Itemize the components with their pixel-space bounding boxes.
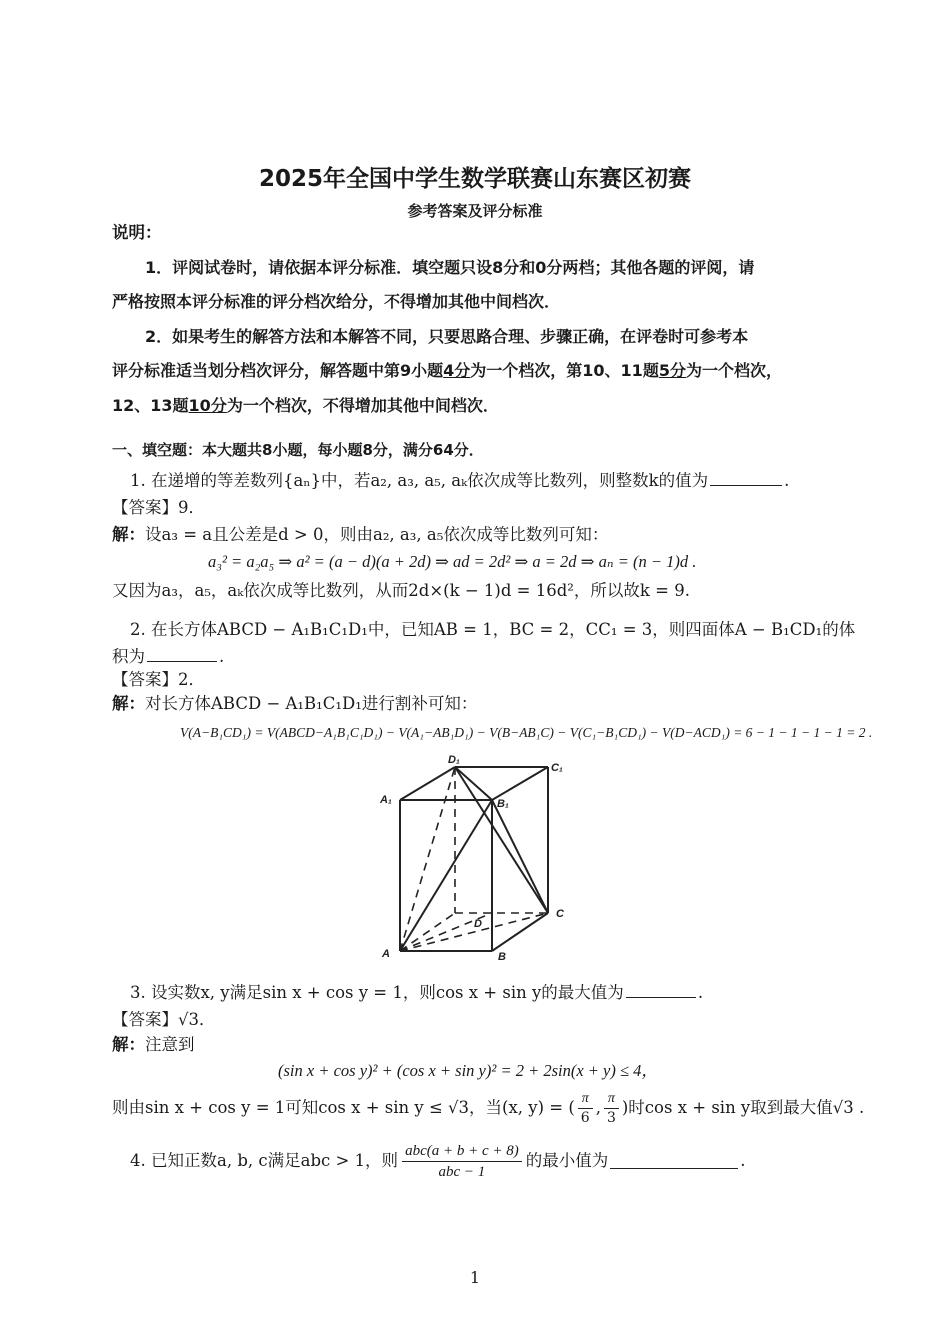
note-2-line-3 <box>112 395 499 417</box>
q3-solution-2: (sin x + cos y)² + (cos x + sin y)² = 2 + 2sin(x + y) ≤ 4， <box>278 1061 658 1080</box>
q3-solution-1 <box>112 1034 195 1056</box>
vertex-b1-label: B₁ <box>497 798 509 810</box>
q1-solution-1 <box>112 524 608 546</box>
q4-stem-text-b: 的最小值为 <box>525 1151 609 1170</box>
q2-solution-1 <box>112 693 477 715</box>
vertex-c1-label: C₁ <box>551 762 563 774</box>
q1-stem-text: 1. 在递增的等差数列{aₙ}中，若a₂, a₃, a₅, aₖ依次成等比数列，则整数k的值为 <box>130 471 709 490</box>
note-2-text-e: 为一个档次， <box>685 361 782 380</box>
q1-solution-2: a₃² = a₂a₅ ⇒ a² = (a − d)(a + 2d) ⇒ ad = 2d² ⇒ a = 2d ⇒ aₙ = (n − 1)d . <box>208 552 697 571</box>
q2-solution-2: V(A−B₁CD₁) = V(ABCD−A₁B₁C₁D₁) − V(A₁−AB₁D₁) − V(B−AB₁C) − V(C₁−B₁CD₁) − V(D−ACD₁) = 6 − 1 − 1 − 1 − 1 = 2 . <box>180 725 873 740</box>
q3-solution-text-3a: 则由sin x + cos y = 1可知cos x + sin y ≤ √3，当(x, y) = ( <box>112 1098 575 1117</box>
q4-fraction-denominator: abc − 1 <box>438 1163 486 1180</box>
q3-stem-text: 3. 设实数x, y满足sin x + cos y = 1，则cos x + sin y的最大值为 <box>130 983 624 1002</box>
q3-frac-pi-3 <box>604 1090 619 1127</box>
note-2-text-a: 评分标准适当划分档次评分，解答题中第9小题 <box>112 361 444 380</box>
note-1-line-2: 严格按照本评分标准的评分档次给分，不得增加其他中间档次． <box>112 292 561 311</box>
notes-heading: 说明： <box>112 223 162 242</box>
q1-stem-end: . <box>784 471 790 490</box>
q4-stem <box>130 1138 745 1184</box>
q4-answer-blank <box>610 1154 738 1169</box>
q3-answer: 【答案】√3． <box>112 1010 216 1029</box>
q2-answer: 【答案】2． <box>112 670 205 689</box>
note-2-score-4: 4分 <box>443 361 471 380</box>
vertex-d-label: D <box>474 918 482 930</box>
q3-solution-3: 则由sin x + cos y = 1可知cos x + sin y ≤ √3，当(x, y) = ( $\frac{\pi}{6}$ , $\frac{\pi}{3}$ )时cos x + sin y取到最大值√3 . <box>112 1090 865 1126</box>
note-2-text-3a: 12、13题 <box>112 396 189 415</box>
section-1-heading: 一、填空题：本大题共8小题，每小题8分，满分64分． <box>112 441 484 459</box>
page-subtitle: 参考答案及评分标准 <box>407 202 543 220</box>
vertex-c-label: C <box>556 908 564 920</box>
q3-stem-end: . <box>697 983 704 1002</box>
q3-answer-blank <box>626 983 696 998</box>
q4-stem-text: 4. 已知正数a, b, c满足abc > 1，则 <box>130 1151 399 1170</box>
q3-frac-2-num: π <box>604 1090 619 1109</box>
q1-solution-label: 解： <box>112 525 145 544</box>
note-2-score-10: 10分 <box>188 396 227 415</box>
q1-stem <box>130 470 789 492</box>
note-2-text-c: 为一个档次，第10、11题 <box>470 361 659 380</box>
q1-solution-3: 又因为a₃，a₅，aₖ依次成等比数列，从而2d×(k − 1)d = 16d²，所以故k = 9. <box>112 581 690 600</box>
q4-fraction <box>402 1141 522 1182</box>
cuboid-figure <box>370 755 580 965</box>
vertex-a-label: A <box>382 948 390 960</box>
q2-stem-end: . <box>219 647 225 666</box>
q2-solution-text-1: 对长方体ABCD − A₁B₁C₁D₁进行割补可知： <box>145 694 478 713</box>
vertex-b-label: B <box>498 951 506 963</box>
q4-fraction-numerator: abc(a + b + c + 8) <box>402 1141 522 1162</box>
q3-frac-1-den: 6 <box>580 1109 590 1126</box>
q1-answer: 【答案】9． <box>112 498 205 517</box>
vertex-a1-label: A₁ <box>380 794 392 806</box>
note-2-line-2 <box>112 360 782 382</box>
q3-frac-2-den: 3 <box>606 1109 616 1126</box>
q3-solution-text-1: 注意到 <box>145 1035 195 1054</box>
q2-answer-blank <box>147 647 217 662</box>
note-2-text-3c: 为一个档次，不得增加其他中间档次． <box>226 396 499 415</box>
q2-stem-text-2: 积为 <box>112 647 145 666</box>
note-2-line-1: 2．如果考生的解答方法和本解答不同，只要思路合理、步骤正确，在评卷时可参考本 <box>145 327 749 346</box>
q3-frac-1-num: π <box>578 1090 593 1109</box>
vertex-d1-label: D₁ <box>448 755 460 766</box>
note-1-line-1: 1．评阅试卷时，请依据本评分标准．填空题只设8分和0分两档；其他各题的评阅，请 <box>145 258 755 277</box>
q3-frac-pi-6 <box>578 1090 593 1127</box>
q2-solution-label: 解： <box>112 694 145 713</box>
q3-stem <box>130 982 703 1004</box>
q2-stem-2 <box>112 646 224 668</box>
q3-solution-label: 解： <box>112 1035 145 1054</box>
q2-stem-1: 2. 在长方体ABCD − A₁B₁C₁D₁中，已知AB = 1，BC = 2，CC₁ = 3，则四面体A − B₁CD₁的体 <box>130 620 856 639</box>
note-2-score-5: 5分 <box>658 361 686 380</box>
q1-solution-text-1: 设a₃ = a且公差是d > 0，则由a₂, a₃, a₅依次成等比数列可知： <box>145 525 609 544</box>
q3-solution-text-3b: )时cos x + sin y取到最大值√3 . <box>621 1098 865 1117</box>
page-title: 2025年全国中学生数学联赛山东赛区初赛 <box>258 166 691 192</box>
q1-answer-blank <box>710 471 782 486</box>
q4-stem-end: . <box>740 1151 746 1170</box>
page-number: 1 <box>469 1268 481 1287</box>
